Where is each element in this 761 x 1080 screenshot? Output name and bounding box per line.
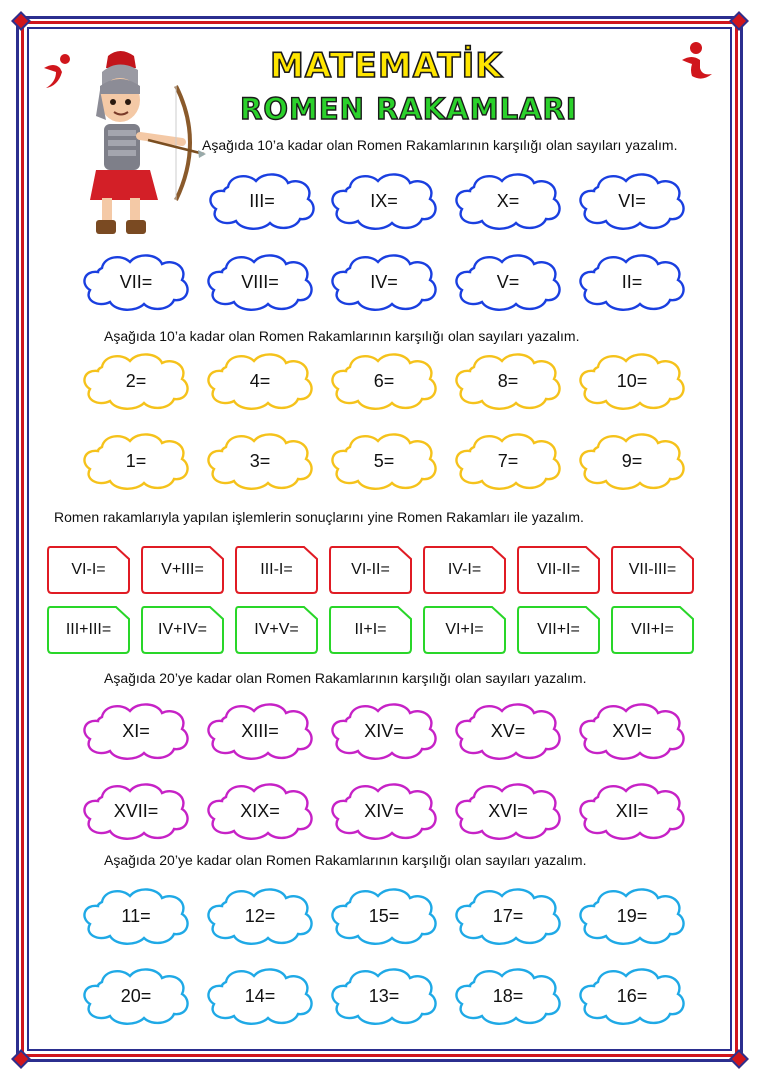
number-item-cloud <box>576 966 688 1026</box>
operation-card <box>140 605 225 655</box>
operation-label: IV+IV= <box>158 621 207 638</box>
number-item-label: 13= <box>368 986 400 1006</box>
number-item-cloud <box>80 966 192 1026</box>
roman-item-label: VIII= <box>241 272 279 292</box>
roman-item-cloud <box>204 701 316 761</box>
number-item-label: 5= <box>373 451 395 471</box>
number-item-cloud <box>452 886 564 946</box>
section-1-instruction: Aşağıda 10’a kadar olan Romen Rakamlarının karşılığı olan sayıları yazalım. <box>202 137 678 153</box>
operation-label: IV+V= <box>254 621 299 638</box>
number-item-label: 4= <box>249 371 271 391</box>
operation-card <box>516 545 601 595</box>
operation-label: VII+I= <box>537 621 580 638</box>
number-item-label: 17= <box>492 906 524 926</box>
operation-card <box>422 545 507 595</box>
number-item-cloud <box>204 966 316 1026</box>
number-item-cloud <box>452 966 564 1026</box>
number-item-cloud <box>204 886 316 946</box>
roman-item-cloud <box>576 252 688 312</box>
roman-item-cloud <box>204 252 316 312</box>
operation-label: III-I= <box>260 561 293 578</box>
number-item-label: 7= <box>497 451 519 471</box>
number-item-cloud <box>452 431 564 491</box>
number-item-cloud <box>328 966 440 1026</box>
roman-item-cloud <box>328 171 440 231</box>
operation-card <box>422 605 507 655</box>
section-5-instruction: Aşağıda 20’ye kadar olan Romen Rakamlarının karşılığı olan sayıları yazalım. <box>104 852 587 868</box>
section-4-instruction: Aşağıda 20’ye kadar olan Romen Rakamlarının karşılığı olan sayıları yazalım. <box>104 670 587 686</box>
number-item-label: 14= <box>244 986 276 1006</box>
roman-item-label: IX= <box>370 191 398 211</box>
operation-card <box>610 605 695 655</box>
number-item-cloud <box>80 431 192 491</box>
page-subtitle: ROMEN RAKAMLARI <box>240 92 578 126</box>
number-item-cloud <box>204 431 316 491</box>
roman-item-label: XIV= <box>364 801 404 821</box>
number-item-label: 6= <box>373 371 395 391</box>
brand-logo-icon <box>676 40 716 84</box>
operation-card <box>516 605 601 655</box>
number-item-label: 2= <box>125 371 147 391</box>
number-item-label: 11= <box>121 906 151 926</box>
number-item-cloud <box>576 351 688 411</box>
number-item-label: 18= <box>492 986 524 1006</box>
roman-item-cloud <box>452 171 564 231</box>
roman-item-label: XV= <box>490 721 526 741</box>
roman-item-cloud <box>576 171 688 231</box>
operation-card <box>140 545 225 595</box>
roman-item-label: XII= <box>615 801 649 821</box>
roman-item-cloud <box>452 252 564 312</box>
roman-item-label: XVI= <box>488 801 528 821</box>
number-item-cloud <box>204 351 316 411</box>
roman-item-label: XIV= <box>364 721 404 741</box>
roman-item-label: IV= <box>370 272 398 292</box>
roman-item-cloud <box>576 701 688 761</box>
operation-label: VI-I= <box>71 561 106 578</box>
roman-item-cloud <box>576 781 688 841</box>
operation-label: VI+I= <box>445 621 484 638</box>
operation-label: VII+I= <box>631 621 674 638</box>
roman-item-label: XI= <box>122 721 150 741</box>
roman-item-label: III= <box>249 191 275 211</box>
operation-label: III+III= <box>65 621 112 638</box>
roman-soldier-illustration <box>78 50 208 245</box>
section-3-instruction: Romen rakamlarıyla yapılan işlemlerin sonuçlarını yine Romen Rakamları ile yazalım. <box>54 509 584 525</box>
section-2-instruction: Aşağıda 10’a kadar olan Romen Rakamlarının karşılığı olan sayıları yazalım. <box>104 328 580 344</box>
roman-item-label: XVI= <box>612 721 652 741</box>
number-item-label: 1= <box>125 451 147 471</box>
operation-label: VII-II= <box>536 561 581 578</box>
roman-item-cloud <box>328 781 440 841</box>
operation-card <box>328 605 413 655</box>
roman-item-label: VII= <box>119 272 153 292</box>
operation-label: VI-II= <box>351 561 390 578</box>
number-item-cloud <box>452 351 564 411</box>
number-item-cloud <box>80 886 192 946</box>
roman-item-label: II= <box>621 272 643 292</box>
roman-item-cloud <box>452 781 564 841</box>
number-item-label: 9= <box>621 451 643 471</box>
roman-item-label: VI= <box>618 191 646 211</box>
number-item-cloud <box>328 886 440 946</box>
roman-item-cloud <box>80 252 192 312</box>
roman-item-label: XIX= <box>240 801 280 821</box>
roman-item-cloud <box>328 252 440 312</box>
operation-card <box>234 605 319 655</box>
roman-item-label: XIII= <box>241 721 279 741</box>
number-item-cloud <box>328 431 440 491</box>
operation-card <box>46 545 131 595</box>
roman-item-label: XVII= <box>113 801 159 821</box>
number-item-label: 3= <box>249 451 271 471</box>
number-item-label: 16= <box>616 986 648 1006</box>
page-title: MATEMATİK <box>270 46 503 86</box>
roman-item-cloud <box>206 171 318 231</box>
operation-card <box>234 545 319 595</box>
roman-item-label: V= <box>496 272 520 292</box>
operation-card <box>46 605 131 655</box>
brand-logo-icon <box>38 52 78 92</box>
operation-card <box>328 545 413 595</box>
roman-item-cloud <box>204 781 316 841</box>
operation-label: VII-III= <box>628 561 677 578</box>
number-item-label: 19= <box>616 906 648 926</box>
roman-item-cloud <box>80 781 192 841</box>
number-item-label: 8= <box>497 371 519 391</box>
number-item-cloud <box>576 431 688 491</box>
operation-label: II+I= <box>354 621 387 638</box>
number-item-label: 20= <box>120 986 152 1006</box>
number-item-cloud <box>80 351 192 411</box>
number-item-label: 15= <box>368 906 400 926</box>
number-item-label: 10= <box>616 371 648 391</box>
roman-item-cloud <box>80 701 192 761</box>
number-item-cloud <box>576 886 688 946</box>
number-item-cloud <box>328 351 440 411</box>
operation-label: IV-I= <box>447 561 482 578</box>
operation-label: V+III= <box>161 561 204 578</box>
roman-item-cloud <box>328 701 440 761</box>
roman-item-label: X= <box>496 191 520 211</box>
roman-item-cloud <box>452 701 564 761</box>
operation-card <box>610 545 695 595</box>
number-item-label: 12= <box>244 906 276 926</box>
